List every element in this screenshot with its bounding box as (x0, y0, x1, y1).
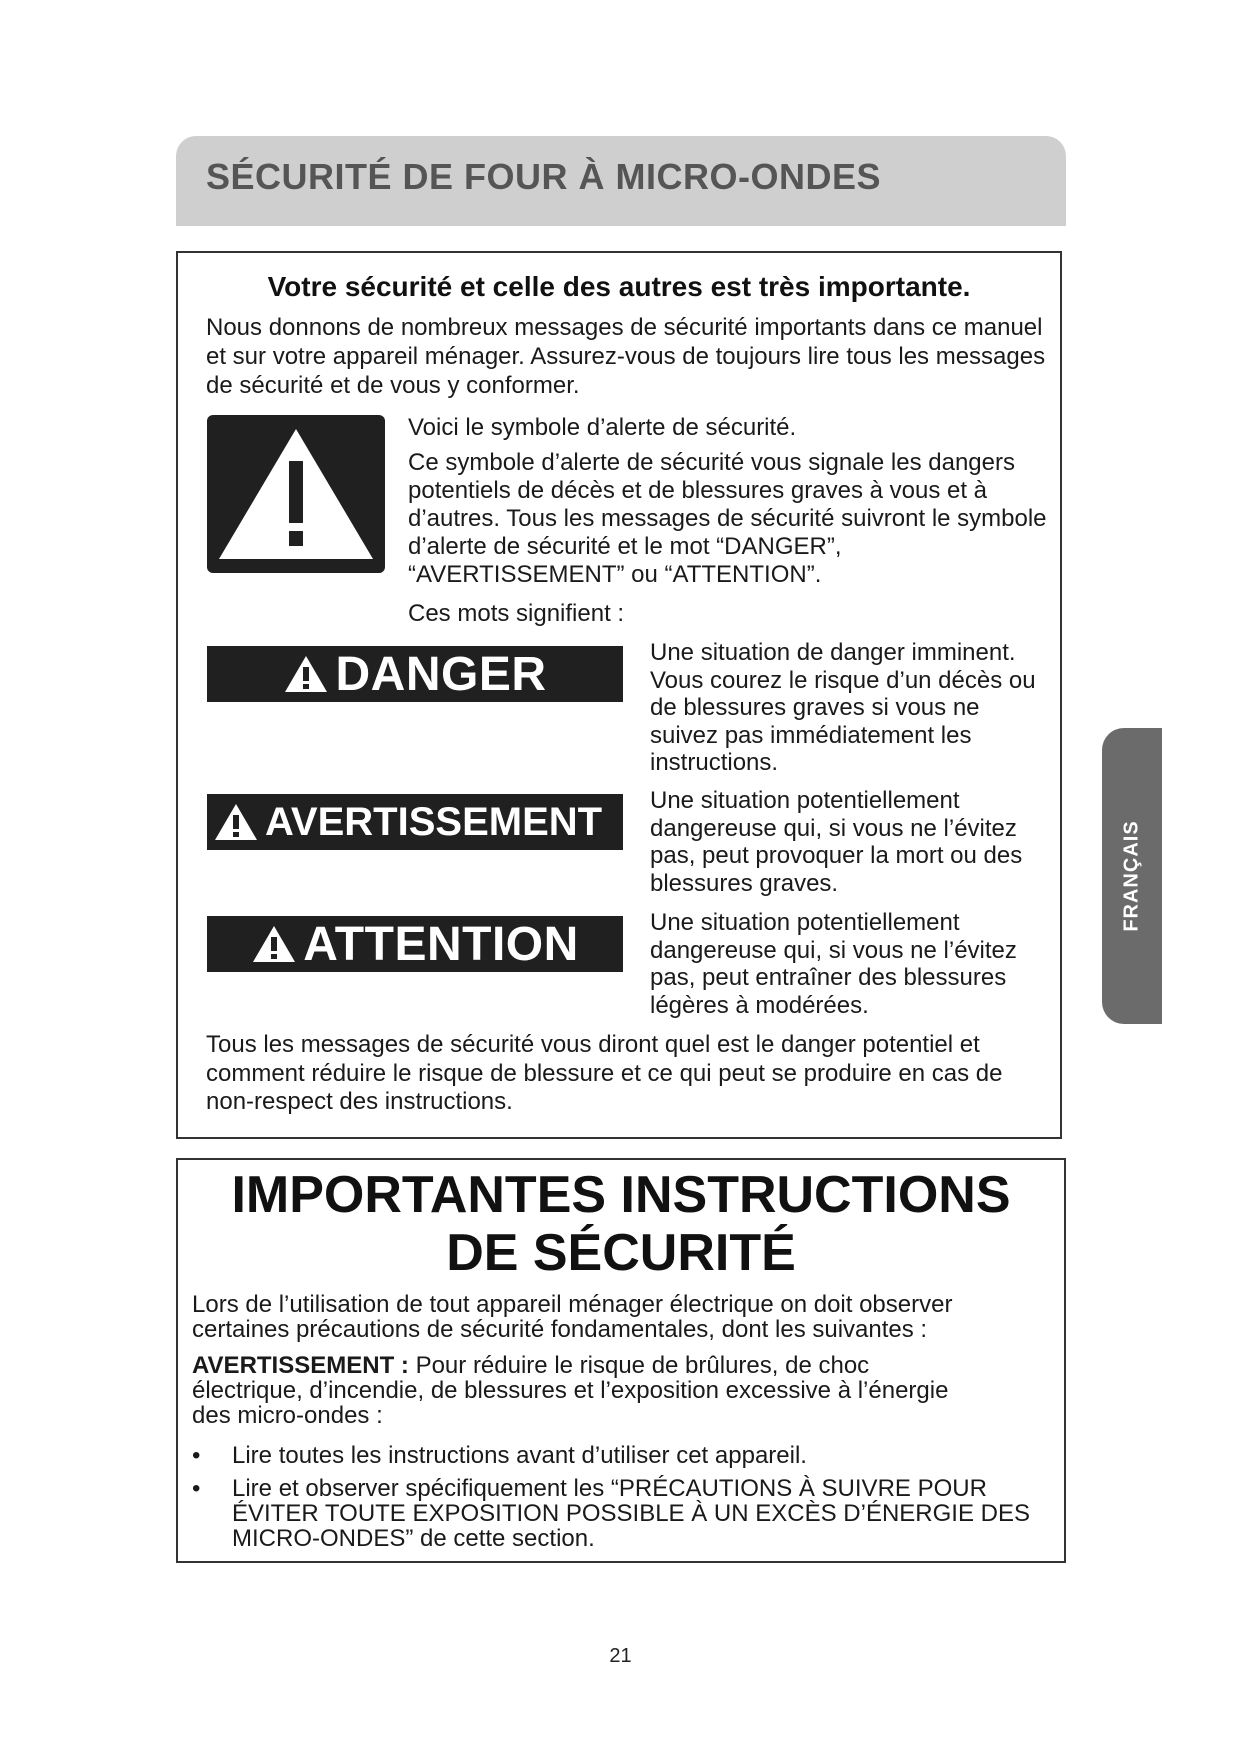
warning-word: AVERTISSEMENT (265, 799, 603, 844)
danger-signal-label (207, 646, 623, 702)
warning-description: Une situation potentiellement dangereuse qui, si vous ne l’évitez pas, peut provoquer la mort ou des blessures graves. (650, 787, 1023, 897)
attention-description: Une situation potentiellement dangereuse qui, si vous ne l’évitez pas, peut entraîner des blessures légères à modérées. (650, 909, 1017, 1019)
bullet-dot: • (192, 1475, 201, 1502)
safety-message-box (176, 251, 1062, 1139)
section-title: SÉCURITÉ DE FOUR À MICRO-ONDES (206, 156, 882, 197)
language-tab (1102, 728, 1162, 1024)
safety-intro: Nous donnons de nombreux messages de sécurité importants dans ce manuel et sur votre appareil ménager. Assurez-vous de toujours lire tous les messages de sécurité et de vous y conformer. (206, 314, 1046, 399)
warning-triangle-icon (283, 654, 329, 694)
danger-word: DANGER (335, 647, 547, 701)
instructions-intro: Lors de l’utilisation de tout appareil ménager électrique on doit observer certaines précautions de sécurité fondamentales, dont les suivantes : (192, 1291, 953, 1343)
warning-triangle-icon (213, 802, 259, 842)
safety-heading: Votre sécurité et celle des autres est très importante. (267, 271, 971, 302)
instructions-warning (192, 1353, 972, 1428)
attention-signal-label (207, 916, 623, 972)
symbol-caption: Voici le symbole d’alerte de sécurité. (408, 414, 797, 441)
important-instructions-box (176, 1158, 1066, 1563)
symbol-description: Ce symbole d’alerte de sécurité vous signale les dangers potentiels de décès et de blessures graves à vous et à d’autres. Tous les messages de sécurité suivront le symbole d’alerte de sécurité et le mot “DANGER”, “AVERTISSEMENT” ou “ATTENTION”. (408, 449, 1047, 588)
safety-alert-symbol-icon (207, 415, 385, 573)
danger-description: Une situation de danger imminent. Vous courez le risque d’un décès ou de blessures graves si vous ne suivez pas immédiatement les instructions. (650, 639, 1036, 776)
warning-text: Pour réduire le risque de brûlures, de choc électrique, d’incendie, de blessures et l’exposition excessive à l’énergie des micro-ondes : (192, 1352, 949, 1429)
safety-closing: Tous les messages de sécurité vous diront quel est le danger potentiel et comment réduire le risque de blessure et ce qui peut se produire en cas de non-respect des instructions. (206, 1031, 1003, 1115)
instructions-title-line1: IMPORTANTES INSTRUCTIONS (231, 1166, 1011, 1224)
bullet-text: Lire toutes les instructions avant d’utiliser cet appareil. (232, 1442, 807, 1469)
warning-label: AVERTISSEMENT : (192, 1352, 409, 1379)
attention-word: ATTENTION (303, 917, 579, 971)
warning-signal-label (207, 794, 623, 850)
section-header (176, 136, 1066, 226)
warning-triangle-icon (251, 924, 297, 964)
instructions-title-line2: DE SÉCURITÉ (446, 1224, 796, 1282)
instructions-title (178, 1166, 1064, 1282)
words-mean: Ces mots signifient : (408, 600, 625, 627)
page-number: 21 (609, 1645, 632, 1667)
bullet-dot: • (192, 1442, 201, 1469)
bullet-text: Lire et observer spécifiquement les “PRÉCAUTIONS À SUIVRE POUR ÉVITER TOUTE EXPOSITION POSSIBLE À UN EXCÈS D’ÉNERGIE DES MICRO-ONDES” de cette section. (232, 1475, 1030, 1552)
language-tab-label: FRANÇAIS (1120, 820, 1143, 932)
